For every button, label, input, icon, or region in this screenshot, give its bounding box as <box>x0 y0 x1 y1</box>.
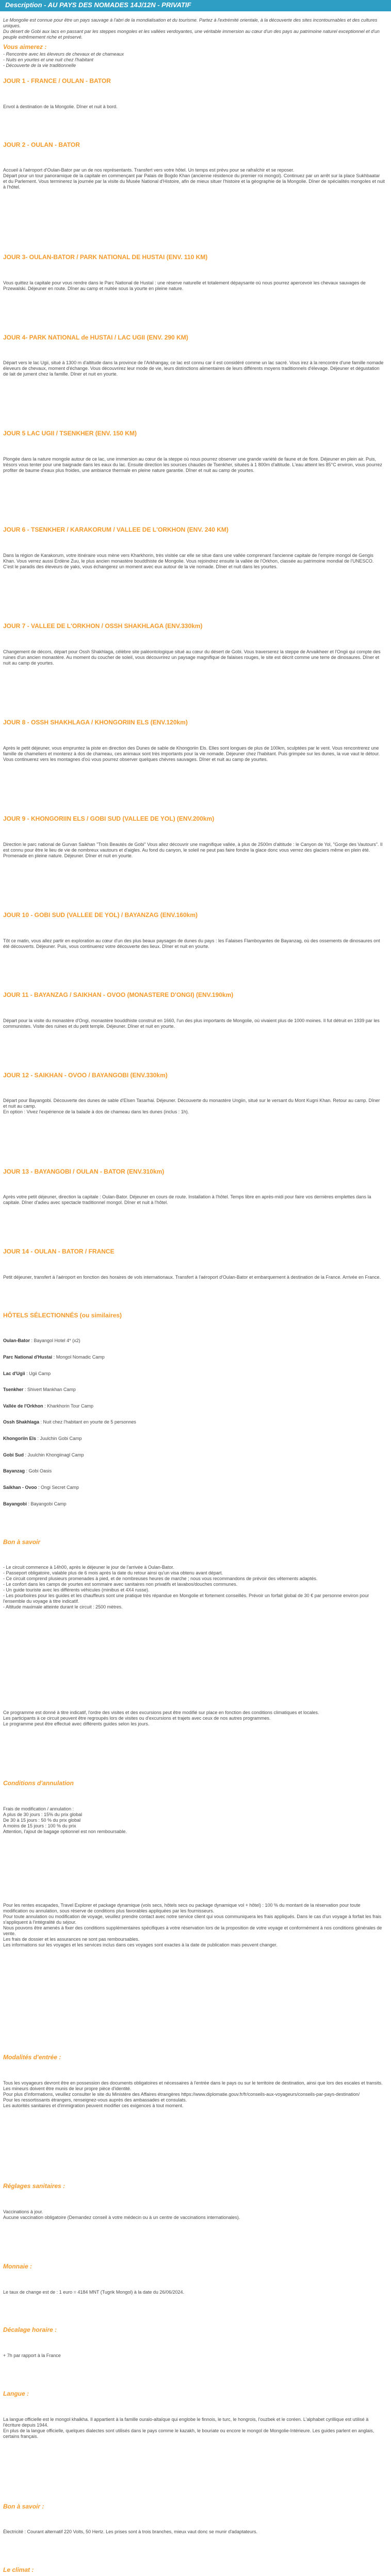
day-description: Après votre petit déjeuner, direction la capitale : Oulan-Bator. Déjeuner en cours de route. Installation à l'hôtel. Temps libre en après-midi pour faire vos dernières emplettes dans la capitale. Dîner d'adieu avec spectacle traditionnel mongol. Dîner et nuit à l'hôtel. <box>3 1194 371 1206</box>
day-title: JOUR 13 - BAYANGOBI / OULAN - BATOR (ENV.310km) <box>3 1167 165 1175</box>
langue-heading: Langue : <box>3 2390 29 2398</box>
day-title: JOUR 2 - OULAN - BATOR <box>3 141 80 148</box>
hotel-item <box>3 1468 385 1474</box>
intro-text: Le Mongolie est connue pour être un pays sauvage à l'abri de la mondialisation et du tourisme. Partez à l'extrémité orientale, à la découverte des sites incontournables et des cultures uniques. Du désert de Gobi aux lacs en passant par les steppes mongoles et les vallées verdoyantes, une véritable immersion au cœur d'un des pays au patrimoine naturel exceptionnel et d'un peuple extrêmement riche et préservé. <box>3 18 380 40</box>
decalage-heading: Décalage horaire : <box>3 2326 57 2334</box>
hotel-item <box>3 1387 385 1393</box>
day-description: Après le petit déjeuner, vous empruntez la piste en direction des Dunes de sable de Khongoriin Els. Elles sont longues de plus de 100km, sculptées par le vent. Vous rencontrerez une famille de chameliers et monterez à dos de chameau, ces animaux sont très importants pour la vie nomade. Déjeuner chez l'habitant. Puis grimpée sur les dunes, la vue vaut le détour. Vous continuerez vers les montagnes d'où vous pourrez observer quelques chèvres sauvages. Dîner et nuit au camp de yourtes. <box>3 745 380 762</box>
day-title: JOUR 11 - BAYANZAG / SAIKHAN - OVOO (MONASTERE D'ONGI) (ENV.190km) <box>3 991 234 999</box>
programme-note: Ce programme est donné à titre indicatif, l'ordre des visites et des excursions peut être modifié sur place en fonction des conditions climatiques et locales. Les participants à ce circuit peuvent être regroupés lors de visites ou d'excursions et trajets avec ceux de nos autres programmes. Le programme peut être effectué avec différents guides selon les jours. <box>3 1710 319 1727</box>
hotel-separator: : <box>30 1338 34 1344</box>
bon-savoir-heading: Bon à savoir <box>3 1538 41 1546</box>
hotel-name: Juulchin Gobi Camp <box>40 1436 82 1442</box>
annulation-note: Pour les rentes escapades, Travel Explorer et package dynamique (vols secs, hôtels secs ou package dynamique vol + hôtel) : 100 % du montant de la réservation pour toute modification ou annulation, sous réserve de conditions plus favorables appliquées par les fournisseurs. Pour toute annulation ou modification de voyage, veuillez prendre contact avec notre service client qui vous communiquera les frais appliqués. Dans le cas d'un voyage à forfait les frais s'appliquent à l'intégralité du séjour. Nous pouvons être amenés à fixer des conditions supplémentaires spécifiques à votre réservation lors de la proposition de votre voyage et conformément à nos conditions générales de vente. Les frais de dossier et les assurances ne sont pas remboursables. Les informations sur les voyages et les services inclus dans ces voyages sont exactes à la date de publication mais peuvent changer. <box>3 1902 382 1947</box>
hotel-name: Ongi Secret Camp <box>41 1484 79 1490</box>
monnaie-text: Le taux de change est de : 1 euro = 4184 MNT (Tugrik Mongol) à la date du 26/06/2024. <box>3 2289 184 2295</box>
day-description: Changement de décors, départ pour Ossh Shakhlaga, célèbre site paléontologique situé au cœur du désert de Gobi. Vous traverserez la steppe de Arvaikheer et l'Ongii qui compte des ruines d'un ancien monastère. Au moment du coucher de soleil, vous découvrirez un paysage magnifique de falaises rouges, le site est décrit comme une terre de dinosaures. Dîner et nuit au camp de yourtes. <box>3 649 381 666</box>
hotel-separator: : <box>24 1452 28 1458</box>
day-description: Accueil à l'aéroport d'Oulan-Bator par un de nos représentants. Transfert vers votre hôtel. Un temps est prévu pour se rafraîchir et se reposer. Départ pour un tour panoramique de la capitale en commençant par Palais de Bogdo Khan (ancienne résidence du premier roi mongol). Continuez par un arrêt sur la place Sukhbaatar et du Parlement. Vous terminerez la journée par la visite du Musée National d'Histoire, afin de mieux situer l'histoire et la géographie de la Mongolie. Dîner de spécialités mongoles et nuit à l'hôtel. <box>3 167 385 190</box>
hotel-item <box>3 1436 385 1442</box>
day-title: JOUR 12 - SAIKHAN - OVOO / BAYANGOBI (ENV.330km) <box>3 1071 168 1079</box>
hotel-separator: : <box>25 1468 29 1474</box>
climat-heading: Le climat : <box>3 2566 34 2574</box>
day-description: Départ vers le lac Ugii, situé à 1300 m d'altitude dans la province de l'Arkhangay, ce lac est connu car il est considéré comme un lac sacré. Vous irez à la rencontre d'une famille nomade éleveurs de chevaux, moment d'échange. Vous découvrirez leur mode de vie, leurs distinctions alimentaires de leurs différents moyens traditionnels d'élevage. Déjeuner et dégustation de lait de jument chez la famille. Dîner et nuit en yourte. <box>3 360 384 377</box>
reglages-heading: Réglages sanitaires : <box>3 2182 66 2190</box>
day-title: JOUR 3- OULAN-BATOR / PARK NATIONAL DE HUSTAI (ENV. 110 KM) <box>3 253 208 261</box>
hotel-item <box>3 1452 385 1458</box>
hotel-item <box>3 1501 385 1507</box>
day-title: JOUR 9 - KHONGORIIN ELS / GOBI SUD (VALLEE DE YOL) (ENV.200km) <box>3 815 215 823</box>
hotel-name: Ugii Camp <box>29 1370 51 1376</box>
hotel-separator: : <box>23 1387 27 1393</box>
monnaie-heading: Monnaie : <box>3 2262 32 2270</box>
day-description: Départ pour Bayangobi. Découverte des dunes de sable d'Elsen Tasarhai. Déjeuner. Découverte du monastère Ungiin, situé sur le versant du Mont Kugni Khan. Retour au camp. Dîner et nuit au camp. En option : Vivez l'expérience de la balade à dos de chameau dans les dunes (inclus : 1h). <box>3 1098 380 1115</box>
reglages-text: Vaccinations à jour. Aucune vaccination obligatoire (Demandez conseil à votre médecin ou à un centre de vaccinations internationales). <box>3 2209 240 2221</box>
annulation-heading: Conditions d'annulation <box>3 1780 74 1787</box>
hotel-separator: : <box>25 1370 29 1376</box>
hotel-name: Bayangobi Camp <box>30 1501 67 1506</box>
hotel-place: Saikhan - Ovoo <box>3 1484 37 1490</box>
hotel-name: Nuit chez l'habitant en yourte de 5 personnes <box>43 1419 136 1425</box>
page-title: Description - AU PAYS DES NOMADES 14J/12N - PRIVATIF <box>5 1 191 9</box>
hotel-separator: : <box>43 1403 47 1409</box>
day-title: JOUR 14 - OULAN - BATOR / FRANCE <box>3 1247 115 1255</box>
hotel-name: Mongol Nomadic Camp <box>56 1354 105 1360</box>
hotel-separator: : <box>36 1436 40 1442</box>
day-description: Envol à destination de la Mongolie. Dîner et nuit à bord. <box>3 104 118 109</box>
hotel-place: Vallée de l'Orkhon <box>3 1403 43 1409</box>
hotel-place: Oulan-Bator <box>3 1338 30 1344</box>
title-banner <box>0 0 391 11</box>
hotel-place: Bayangobi <box>3 1501 27 1506</box>
hotel-item <box>3 1371 385 1377</box>
bon-savoir2-text: Électricité : Courant alternatif 220 Volts, 50 Hertz. Les prises sont à trois branches, mieux vaut donc se munir d'adaptateurs. <box>3 2529 257 2535</box>
hotel-item <box>3 1485 385 1490</box>
bon-savoir-text: - Le circuit commence à 14h00, après le déjeuner le jour de l'arrivée à Oulan-Bator. - Passeport obligatoire, valable plus de 6 mois après la date du retour ainsi qu'un visa obtenu avant départ. - Ce circuit comprend plusieurs promenades à pied, et de nombreuses heures de marche ; nous vous recommandons de prévoir des vêtements adaptés. - Le confort dans les camps de yourtes est sommaire avec sanitaires non privatifs et lavabos/douches communes. - Un guide touriste avec les différents véhicules (minibus et 4X4 russe). - Les pourboires pour les guides et les chauffeurs sont une pratique très répandue en Mongolie et fortement conseillés. Prévoir un forfait global de 30 € par personne environ pour l'ensemble du voyage à titre indicatif. - Altitude maximale atteinte durant le circuit : 2500 mètres. <box>3 1565 369 1610</box>
modalites-heading: Modalités d'entrée : <box>3 2054 61 2061</box>
hotel-place: Lac d'Ugii <box>3 1370 25 1376</box>
day-description: Tôt ce matin, vous allez partir en exploration au cœur d'un des plus beaux paysages de dunes du pays : les Falaises Flamboyantes de Bayanzag, où des ossements de dinosaures ont été découverts. Déjeuner. Puis, vous continuerez votre découverte des lieux. Dîner et nuit en yourte. <box>3 938 380 949</box>
bon-savoir2-heading: Bon à savoir : <box>3 2502 44 2510</box>
day-title: JOUR 8 - OSSH SHAKHLAGA / KHONGORIIN ELS (ENV.120km) <box>3 719 188 726</box>
day-title: JOUR 7 - VALLEE DE L'ORKHON / OSSH SHAKHLAGA (ENV.330km) <box>3 622 203 630</box>
hotel-separator: : <box>39 1419 43 1425</box>
day-description: Direction le parc national de Gurvan Saikhan "Trois Beautés de Gobi" Vous allez découvrir une magnifique vallée, à plus de 2500m d'altitude : le Canyon de Yol, "Gorge des Vautours". Il est connu pour être le lieu de vie de nombreux vautours et d'aigles. Au fond du canyon, le soleil ne peut pas faire fondre la glace donc vous verrez des glaciers même en plein été. Promenade en pleine nature. Déjeuner. Dîner et nuit en yourte. <box>3 841 383 858</box>
hotel-name: Juulchin Khongiinagl Camp <box>27 1452 84 1458</box>
decalage-text: + 7h par rapport à la France <box>3 2353 61 2359</box>
hotel-name: Kharkhorin Tour Camp <box>47 1403 94 1409</box>
hotel-name: Shivert Mankhan Camp <box>27 1387 76 1393</box>
hotels-heading: HÔTELS SÉLECTIONNÉS (ou similaires) <box>3 1311 122 1319</box>
langue-text: La langue officielle est le mongol khalkha. Il appartient à la famille ouralo-altaïque qui englobe le finnois, le turc, le hongrois, l'ouzbek et le coréen. L'alphabet cyrillique est utilisé à l'écriture depuis 1944. En plus de la langue officielle, quelques dialectes sont utilisés dans le pays comme le kazakh, le bouriate ou encore le mongol de Mongolie-Intérieure. Les guides parlent en anglais, certains français. <box>3 2416 374 2439</box>
day-description: Départ pour la visite du monastère d'Ongi, monastère bouddhiste construit en 1660, l'un des plus importants de Mongolie, où vivaient plus de 1000 moines. Il fut détruit en 1939 par les communistes. Visite des ruines et du petit temple. Déjeuner. Dîner et nuit en yourte. <box>3 1018 380 1029</box>
hotel-place: Gobi Sud <box>3 1452 24 1458</box>
hotel-item <box>3 1354 385 1360</box>
hotel-place: Bayanzag <box>3 1468 25 1474</box>
hotel-place: Parc National d'Hustai <box>3 1354 53 1360</box>
hotel-item <box>3 1338 385 1344</box>
day-title: JOUR 10 - GOBI SUD (VALLEE DE YOL) / BAYANZAG (ENV.160km) <box>3 911 198 919</box>
hotel-separator: : <box>52 1354 56 1360</box>
day-title: JOUR 5 LAC UGII / TSENKHER (ENV. 150 KM) <box>3 430 137 437</box>
hotel-item <box>3 1403 385 1409</box>
day-description: Plongée dans la nature mongole autour de ce lac, une immersion au cœur de la steppe où nous pourrez observer une grande variété de faune et de flore. Déjeuner en plein air. Puis, trésors vous tenter pour une baignade dans les eaux du lac. Ensuite direction les sources chaudes de Tsenkher, situées à 1 800m d'altitude. L'eau atteint les 85°C environ, vous pourrez profiter de baume d'eaux plus froides, une ambiance thermale en pleine nature garantie. Dîner et nuit au camp de yourtes. <box>3 456 382 473</box>
hotel-name: Bayangol Hotel 4* (x2) <box>34 1338 80 1344</box>
modalites-text: Tous les voyageurs devront être en possession des documents obligatoires et nécessaires à l'entrée dans le pays ou sur le territoire de destination, ainsi que lors des escales et transits. Les mineurs doivent être munis de leur propre pièce d'identité. Pour plus d'informations, veuillez consulter le site du Ministère des Affaires étrangères https://www.diplomatie.gouv.fr/fr/conseils-aux-voyageurs/conseils-par-pays-destination/ Pour les ressortissants étrangers, renseignez-vous auprès des ambassades et consulats. Les autorités sanitaires et d'immigration peuvent modifier ces exigences à tout moment. <box>3 2080 383 2109</box>
day-description: Dans la région de Karakorum, votre itinéraire vous mène vers Kharkhorin, très visitée car elle se situe dans une vallée comprenant l'ancienne capitale de l'empire mongol de Gengis Khan. Vous verrez aussi Erdène Zuu, le plus ancien monastère bouddhiste de Mongolie. Vous rejoindrez ensuite la vallée de l'Orkhon, classée au patrimoine mondial de l'UNESCO. C'est le paradis des éleveurs de yaks, vous échangerez un moment avec eux autour de la vie nomade. Dîner et nuit dans les yourtes. <box>3 553 374 570</box>
hotel-place: Tsenkher <box>3 1387 24 1393</box>
hotel-separator: : <box>27 1501 31 1506</box>
day-description: Petit déjeuner, transfert à l'aéroport en fonction des horaires de vols internationaux. Transfert à l'aéroport d'Oulan-Bator et embarquement à destination de la France. Arrivée en France. <box>3 1274 381 1280</box>
avantages-list: - Rencontre avec les éleveurs de chevaux et de chameaux - Nuits en yourtes et une nuit chez l'habitant - Découverte de la vie traditionnelle <box>3 52 124 68</box>
hotel-separator: : <box>37 1484 41 1490</box>
annulation-text: Frais de modification / annulation : A plus de 30 jours : 15% du prix global De 30 à 15 jours : 50 % du prix global A moins de 15 jours : 100 % du prix Attention, l'ajout de bagage optionnel est non remboursable. <box>3 1806 127 1835</box>
hotel-item <box>3 1419 385 1425</box>
hotel-place: Ossh Shakhlaga <box>3 1419 40 1425</box>
day-title: JOUR 1 - FRANCE / OULAN - BATOR <box>3 77 111 84</box>
day-title: JOUR 4- PARK NATIONAL de HUSTAI / LAC UGII (ENV. 290 KM) <box>3 333 188 341</box>
avantages-heading: Vous aimerez : <box>3 43 47 50</box>
day-description: Vous quittez la capitale pour vous rendre dans le Parc National de Hustaï : une réserve naturelle et totalement dépaysante où nous pourrez apercevoir les chevaux sauvages de Przewalski. Déjeuner en route. Dîner au camp et nuitée sous la yourte en pleine nature. <box>3 280 366 291</box>
hotel-name: Gobi Oasis <box>28 1468 52 1474</box>
day-title: JOUR 6 - TSENKHER / KARAKORUM / VALLEE DE L'ORKHON (ENV. 240 KM) <box>3 526 229 534</box>
hotel-place: Khongoriin Els <box>3 1436 36 1442</box>
